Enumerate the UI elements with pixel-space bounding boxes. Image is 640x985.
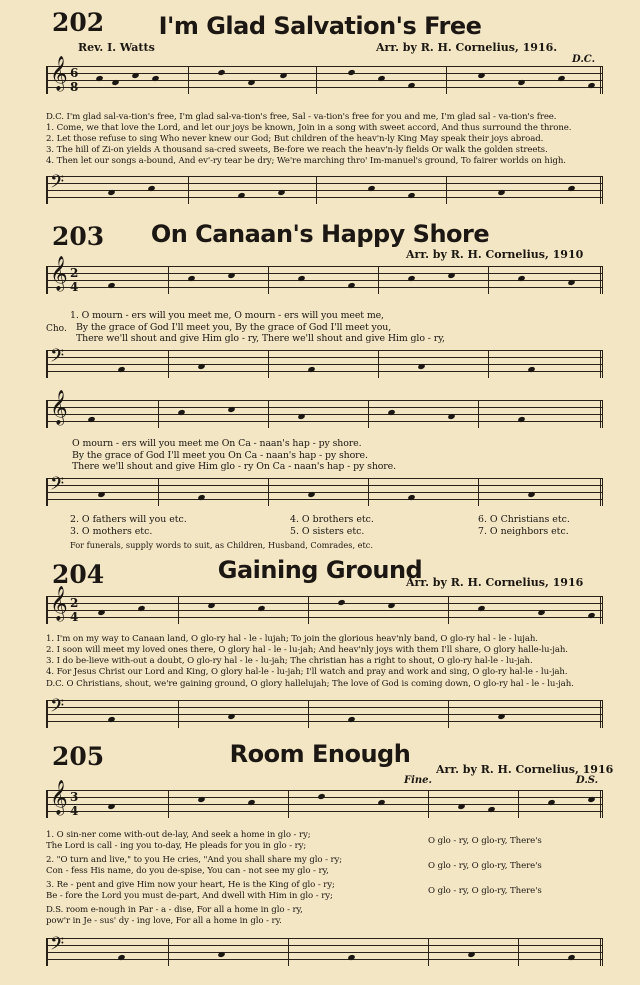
- lyric-line: O mourn - ers will you meet me On Ca - naan's hap - py shore.: [72, 438, 362, 449]
- hymn-title: On Canaan's Happy Shore: [150, 220, 490, 248]
- hymn-title: Room Enough: [229, 740, 411, 768]
- time-signature: 3 4: [70, 790, 79, 818]
- lyric-line: Be - fore the Lord you must de-part, And dwell with Him in glo - ry;: [46, 891, 333, 901]
- bass-clef-icon: 𝄢: [50, 172, 65, 197]
- refrain-line: O glo - ry, O glo-ry, There's: [428, 886, 542, 896]
- verse-note: 3. O mothers etc.: [70, 526, 153, 537]
- lyric-line: 3. I do be-lieve with-out a doubt, O glo-ry hal - le - lu-jah; The christian has a right to shout, O glo-ry hal-le - lu-jah.: [46, 656, 533, 666]
- lyric-line: D.C. I'm glad sal-va-tion's free, I'm glad sal-va-tion's free, Sal - va-tion's free for you and me, I'm glad sal - va-tion's free.: [46, 112, 557, 122]
- treble-clef-icon: 𝄞: [50, 586, 68, 621]
- lyric-line: By the grace of God I'll meet you, By the grace of God I'll meet you,: [76, 322, 392, 333]
- lyric-line: The Lord is call - ing you to-day, He pleads for you in glo - ry;: [46, 841, 307, 851]
- music-staff-bass: [46, 934, 603, 966]
- bass-clef-icon: 𝄢: [50, 346, 65, 371]
- lyric-line: 3. The hill of Zi-on yields A thousand sa-cred sweets, Be-fore we reach the heav'n-ly fields Or walk the golden streets.: [46, 145, 548, 155]
- lyric-line: 1. O sin-ner come with-out de-lay, And seek a home in glo - ry;: [46, 830, 311, 840]
- music-staff-treble: [46, 390, 603, 428]
- lyric-line: 1. O mourn - ers will you meet me, O mourn - ers will you meet me,: [70, 310, 384, 321]
- lyric-line: pow'r in Je - sus' dy - ing love, For all a home in glo - ry.: [46, 916, 282, 926]
- hymn-credit-left: Rev. I. Watts: [78, 41, 155, 54]
- hymn-credit-right: Arr. by R. H. Cornelius, 1916: [436, 763, 614, 776]
- bass-clef-icon: 𝄢: [50, 696, 65, 721]
- lyric-line: Con - fess His name, do you de-spise, You can - not see my glo - ry,: [46, 866, 329, 876]
- bass-clef-icon: 𝄢: [50, 934, 65, 959]
- dc-mark: D.C.: [572, 54, 596, 65]
- treble-clef-icon: 𝄞: [50, 56, 68, 91]
- lyric-line: 2. Let those refuse to sing Who never knew our God; But children of the heav'n-ly King May speak their joys abroad.: [46, 134, 544, 144]
- verse-note: 6. O Christians etc.: [478, 514, 570, 525]
- lyric-line: 1. I'm on my way to Canaan land, O glo-ry hal - le - lujah; To join the glorious heav'nly band, O glo-ry hal - le - lujah.: [46, 634, 538, 644]
- hymn-number: 203: [52, 222, 105, 251]
- verse-note: 2. O fathers will you etc.: [70, 514, 187, 525]
- music-staff-bass: [46, 474, 603, 506]
- hymn-title: I'm Glad Salvation's Free: [158, 12, 482, 40]
- lyric-line: 2. I soon will meet my loved ones there, O glory hal - le - lu-jah; And heav'nly joys with them I'll share, O glory halle-lu-jah.: [46, 645, 568, 655]
- ds-mark: D.S.: [576, 775, 599, 786]
- lyric-line: 3. Re - pent and give Him now your heart, He is the King of glo - ry;: [46, 880, 335, 890]
- time-signature: 2 4: [70, 266, 79, 294]
- hymn-credit-right: Arr. by R. H. Cornelius, 1916: [406, 576, 584, 589]
- lyric-line: By the grace of God I'll meet you On Ca - naan's hap - py shore.: [72, 450, 368, 461]
- hymn-title: Gaining Ground: [217, 556, 423, 584]
- lyric-line: 4. Then let our songs a-bound, And ev'-ry tear be dry; We're marching thro' Im-manuel's ground, To fairer worlds on high.: [46, 156, 566, 166]
- lyric-line: 1. Come, we that love the Lord, and let our joys be known, Join in a song with sweet accord, And thus surround the throne.: [46, 123, 572, 133]
- treble-clef-icon: 𝄞: [50, 390, 68, 425]
- hymn-number: 205: [52, 742, 105, 771]
- refrain-line: O glo - ry, O glo-ry, There's: [428, 861, 542, 871]
- music-staff-bass: [46, 172, 603, 204]
- lyric-line: D.S. room e-nough in Par - a - dise, For all a home in glo - ry,: [46, 905, 303, 915]
- lyric-line: There we'll shout and give Him glo - ry On Ca - naan's hap - py shore.: [72, 461, 397, 472]
- music-staff-bass: [46, 696, 603, 728]
- verse-note: 4. O brothers etc.: [290, 514, 374, 525]
- time-signature: 2 4: [70, 596, 79, 624]
- lyric-line: 4. For Jesus Christ our Lord and King, O glory hal-le - lu-jah; I'll watch and pray and work and sing, O glo-ry hal-le - lu-jah.: [46, 667, 568, 677]
- lyric-line: 2. "O turn and live," to you He cries, "And you shall share my glo - ry;: [46, 855, 343, 865]
- hymn-credit-right: Arr. by R. H. Cornelius, 1910: [406, 248, 584, 261]
- verse-note: 7. O neighbors etc.: [478, 526, 569, 537]
- music-staff-treble: [46, 256, 603, 294]
- hymn-credit-right: Arr. by R. H. Cornelius, 1916.: [376, 41, 558, 54]
- music-staff-treble: [46, 586, 603, 624]
- refrain-line: O glo - ry, O glo-ry, There's: [428, 836, 542, 846]
- lyric-line: D.C. O Christians, shout, we're gaining ground, O glory hallelujah; The love of God is coming down, O glo-ry hal - le - lu-jah.: [46, 679, 574, 689]
- funeral-note: For funerals, supply words to suit, as Children, Husband, Comrades, etc.: [70, 540, 373, 550]
- treble-clef-icon: 𝄞: [50, 256, 68, 291]
- fine-mark: Fine.: [404, 775, 433, 786]
- verse-note: 5. O sisters etc.: [290, 526, 365, 537]
- time-signature: 6 8: [70, 66, 79, 94]
- music-staff-bass: [46, 346, 603, 378]
- lyric-line: There we'll shout and give Him glo - ry, There we'll shout and give Him glo - ry,: [76, 333, 445, 344]
- bass-clef-icon: 𝄢: [50, 474, 65, 499]
- treble-clef-icon: 𝄞: [50, 780, 68, 815]
- hymn-number: 204: [52, 560, 105, 589]
- chorus-label: Cho.: [46, 324, 67, 334]
- hymn-number: 202: [52, 8, 105, 37]
